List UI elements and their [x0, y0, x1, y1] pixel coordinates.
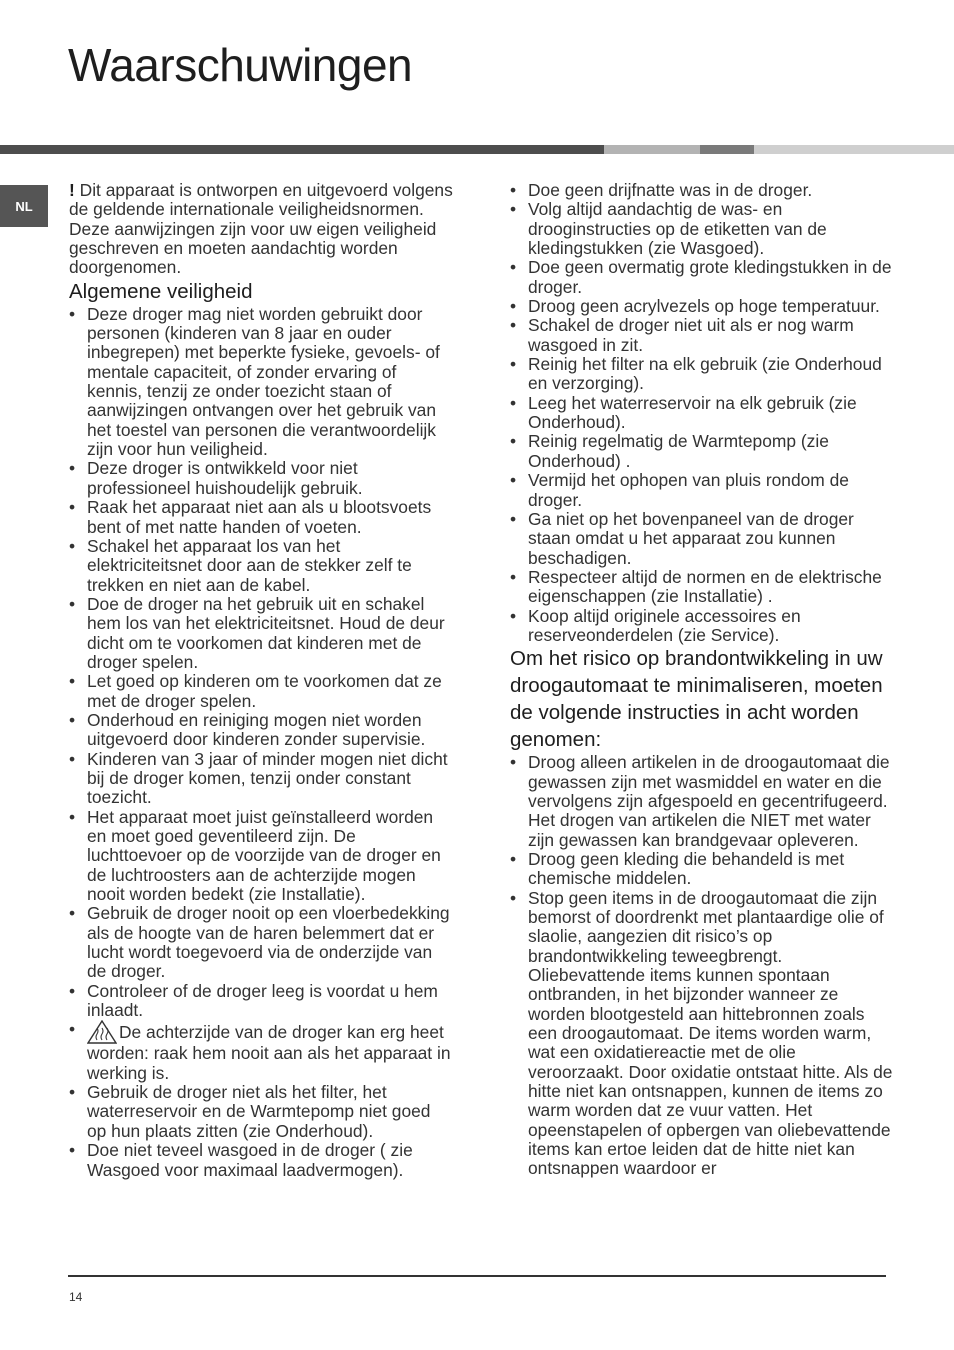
list-item: • Reinig regelmatig de Warmtepomp (zie Onderhoud) . — [510, 432, 895, 471]
header-rule-dark — [0, 145, 604, 154]
list-item: • Schakel het apparaat los van het elektriciteitsnet door aan de stekker zelf te trekken en niet aan de kabel. — [69, 537, 454, 595]
list-item: • Gebruik de droger niet als het filter, het waterreservoir en de Warmtepomp niet goed op hun plaats zitten (zie Onderhoud). — [69, 1083, 454, 1141]
list-item: • Controleer of de droger leeg is voordat u hem inlaadt. — [69, 982, 454, 1021]
right-safety-list — [510, 181, 895, 645]
list-item: • Droog geen kleding die behandeld is met chemische middelen. — [510, 850, 895, 889]
header-rule-light — [604, 145, 700, 154]
list-item: • Doe geen overmatig grote kledingstukken in de droger. — [510, 258, 895, 297]
list-item: • Doe niet teveel wasgoed in de droger ( zie Wasgoed voor maximaal laadvermogen). — [69, 1141, 454, 1180]
footer-rule — [68, 1275, 886, 1277]
intro-paragraph — [69, 181, 454, 278]
header-rule-pale — [754, 145, 954, 154]
list-item: • Vermijd het ophopen van pluis rondom de droger. — [510, 471, 895, 510]
list-item: • Let goed op kinderen om te voorkomen dat ze met de droger spelen. — [69, 672, 454, 711]
header-rule-mid — [700, 145, 754, 154]
list-item: • Ga niet op het bovenpaneel van de droger staan omdat u het apparaat zou kunnen beschadigen. — [510, 510, 895, 568]
list-item: • Het apparaat moet juist geïnstalleerd worden en moet goed geventileerd zijn. De luchttoevoer op de voorzijde van de droger en de luchtroosters aan de achterzijde mogen nooit worden bedekt (zie Installatie). — [69, 808, 454, 905]
right-column — [510, 181, 895, 1179]
list-item: • Reinig het filter na elk gebruik (zie Onderhoud en verzorging). — [510, 355, 895, 394]
list-item: • Stop geen items in de droogautomaat die zijn bemorst of doordrenkt met plantaardige olie of slaolie, aangezien dit risico’s op brandontwikkeling teweegbrengt. Oliebevattende items kunnen spontaan ontbranden, in het bijzonder wanneer ze worden blootgesteld aan hittebronnen zoals een droogautomaat. De items worden warm, wat een oxidatiereactie met de olie veroorzaakt. Door oxidatie ontstaat hitte. Als de hitte niet kan ontsnappen, kunnen de items zo warm worden dat ze vuur vatten. Het opeenstapelen of opbergen van oliebevattende items kan ertoe leiden dat de hitte niet kan ontsnappen waardoor er — [510, 889, 895, 1179]
fire-risk-list — [510, 753, 895, 1179]
intro-text: Dit apparaat is ontworpen en uitgevoerd volgens de geldende internationale veiligheidsnormen. Deze aanwijzingen zijn voor uw eigen veiligheid geschreven en moeten aandachtig worden doorgenomen. — [69, 180, 453, 278]
list-item-hot-surface — [69, 1020, 454, 1083]
list-item: • Deze droger mag niet worden gebruikt door personen (kinderen van 8 jaar en ouder inbegrepen) met beperkte fysieke, gevoels- of mentale capaciteit, of zonder ervaring of kennis, tenzij ze onder toezicht staan of aanwijzingen ontvangen over het gebruik van het toestel van personen die verantwoordelijk zijn voor hun veiligheid. — [69, 305, 454, 460]
list-item: • Droog geen acrylvezels op hoge temperatuur. — [510, 297, 895, 316]
page-title: Waarschuwingen — [68, 39, 413, 91]
list-item: • Gebruik de droger nooit op een vloerbedekking als de hoogte van de haren belemmert dat er lucht wordt toegevoerd via de onderzijde van de droger. — [69, 904, 454, 981]
list-item: • Schakel de droger niet uit als er nog warm wasgoed in zit. — [510, 316, 895, 355]
list-item: • Respecteer altijd de normen en de elektrische eigenschappen (zie Installatie) . — [510, 568, 895, 607]
hot-surface-icon — [87, 1020, 117, 1044]
general-safety-list — [69, 305, 454, 1180]
warning-mark: ! — [69, 180, 75, 200]
list-item: • Raak het apparaat niet aan als u blootsvoets bent of met natte handen of voeten. — [69, 498, 454, 537]
list-item: • Kinderen van 3 jaar of minder mogen niet dicht bij de droger komen, tenzij onder constant toezicht. — [69, 750, 454, 808]
list-item: • Koop altijd originele accessoires en reserveonderdelen (zie Service). — [510, 607, 895, 646]
language-tab: NL — [0, 185, 48, 227]
list-item: • Onderhoud en reiniging mogen niet worden uitgevoerd door kinderen zonder supervisie. — [69, 711, 454, 750]
section-heading-fire-risk: Om het risico op brandontwikkeling in uw droogautomaat te minimaliseren, moeten de volgende instructies in acht worden genomen: — [510, 647, 883, 752]
section-heading-general-safety: Algemene veiligheid — [69, 279, 253, 303]
list-item: • Droog alleen artikelen in de droogautomaat die gewassen zijn met wasmiddel en water en die vervolgens zijn afgespoeld en gecentrifugeerd. Het drogen van artikelen die NIET met water zijn gewassen kan brandgevaar opleveren. — [510, 753, 895, 850]
page-number: 14 — [69, 1290, 83, 1304]
list-item: • Doe de droger na het gebruik uit en schakel hem los van het elektriciteitsnet. Houd de deur dicht om te voorkomen dat kinderen met de droger spelen. — [69, 595, 454, 672]
list-item: • Deze droger is ontwikkeld voor niet professioneel huishoudelijk gebruik. — [69, 459, 454, 498]
left-column — [69, 181, 454, 1180]
list-item: • Volg altijd aandachtig de was- en drooginstructies op de etiketten van de kledingstukken (zie Wasgoed). — [510, 200, 895, 258]
list-item: • Leeg het waterreservoir na elk gebruik (zie Onderhoud). — [510, 394, 895, 433]
hot-surface-text: De achterzijde van de droger kan erg heet worden: raak hem nooit aan als het apparaat in werking is. — [87, 1022, 451, 1083]
list-item: • Doe geen drijfnatte was in de droger. — [510, 181, 895, 200]
